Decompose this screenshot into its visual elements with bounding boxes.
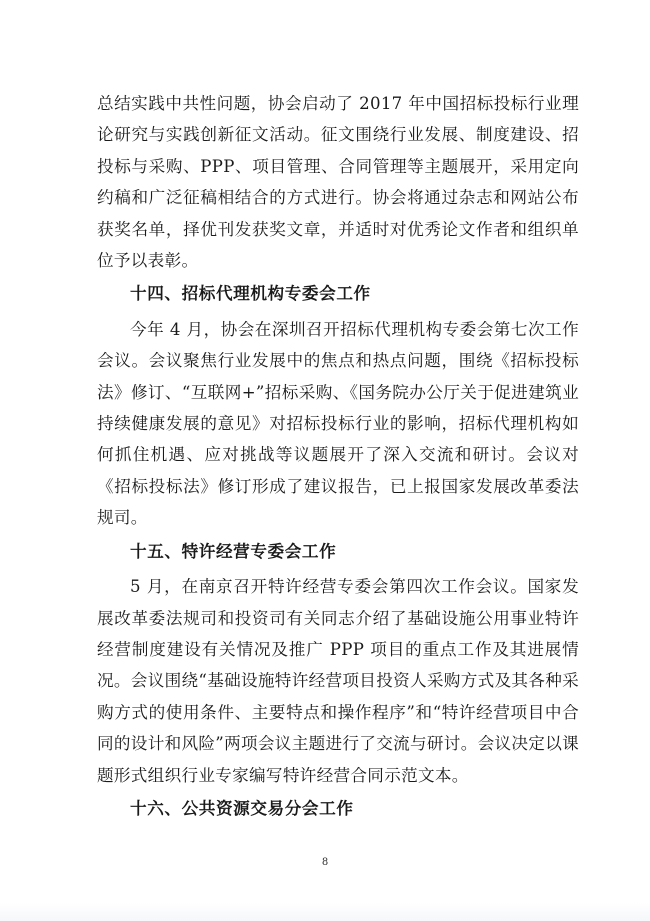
paragraph-essay-contest: 总结实践中共性问题，协会启动了 2017 年中国招标投标行业理论研究与实践创新征文活动。征文围绕行业发展、制度建设、招投标与采购、PPP、项目管理、合同管理等主题展开，采用定向约稿和广泛征稿相结合的方式进行。协会将通过杂志和网站公布获奖名单，择优刊发获奖文章，并适时对优秀论文作者和组织单位予以表彰。 [97, 94, 579, 271]
paragraph-franchise-committee: 5 月，在南京召开特许经营专委会第四次工作会议。国家发展改革委法规司和投资司有关同志介绍了基础设施公用事业特许经营制度建设有关情况及推广 PPP 项目的重点工作及其进展情况。会议围绕“基础设施特许经营项目投资人采购方式及其各种采购方式的使用条件、主要特点和操作程序”和“特许经营项目中合同的设计和风险”两项会议主题进行了交流与研讨。会议决定以课题形式组织行业专家编写特许经营合同示范文本。 [97, 577, 579, 785]
section-heading-15: 十五、特许经营专委会工作 [130, 541, 337, 561]
page-number: 8 [321, 857, 329, 868]
paragraph-bidding-agency-committee: 今年 4 月，协会在深圳召开招标代理机构专委会第七次工作会议。会议聚焦行业发展中的焦点和热点问题，围绕《招标投标法》修订、“互联网+”招标采购、《国务院办公厅关于促进建筑业持续健康发展的意见》对招标投标行业的影响，招标代理机构如何抓住机遇、应对挑战等议题展开了深入交流和研讨。会议对《招标投标法》修订形成了建议报告，已上报国家发展改革委法规司。 [97, 319, 579, 528]
scan-edge-shading [0, 903, 650, 921]
section-heading-14: 十四、招标代理机构专委会工作 [130, 284, 371, 304]
page-body [97, 88, 579, 828]
section-heading-16: 十六、公共资源交易分会工作 [130, 798, 354, 818]
